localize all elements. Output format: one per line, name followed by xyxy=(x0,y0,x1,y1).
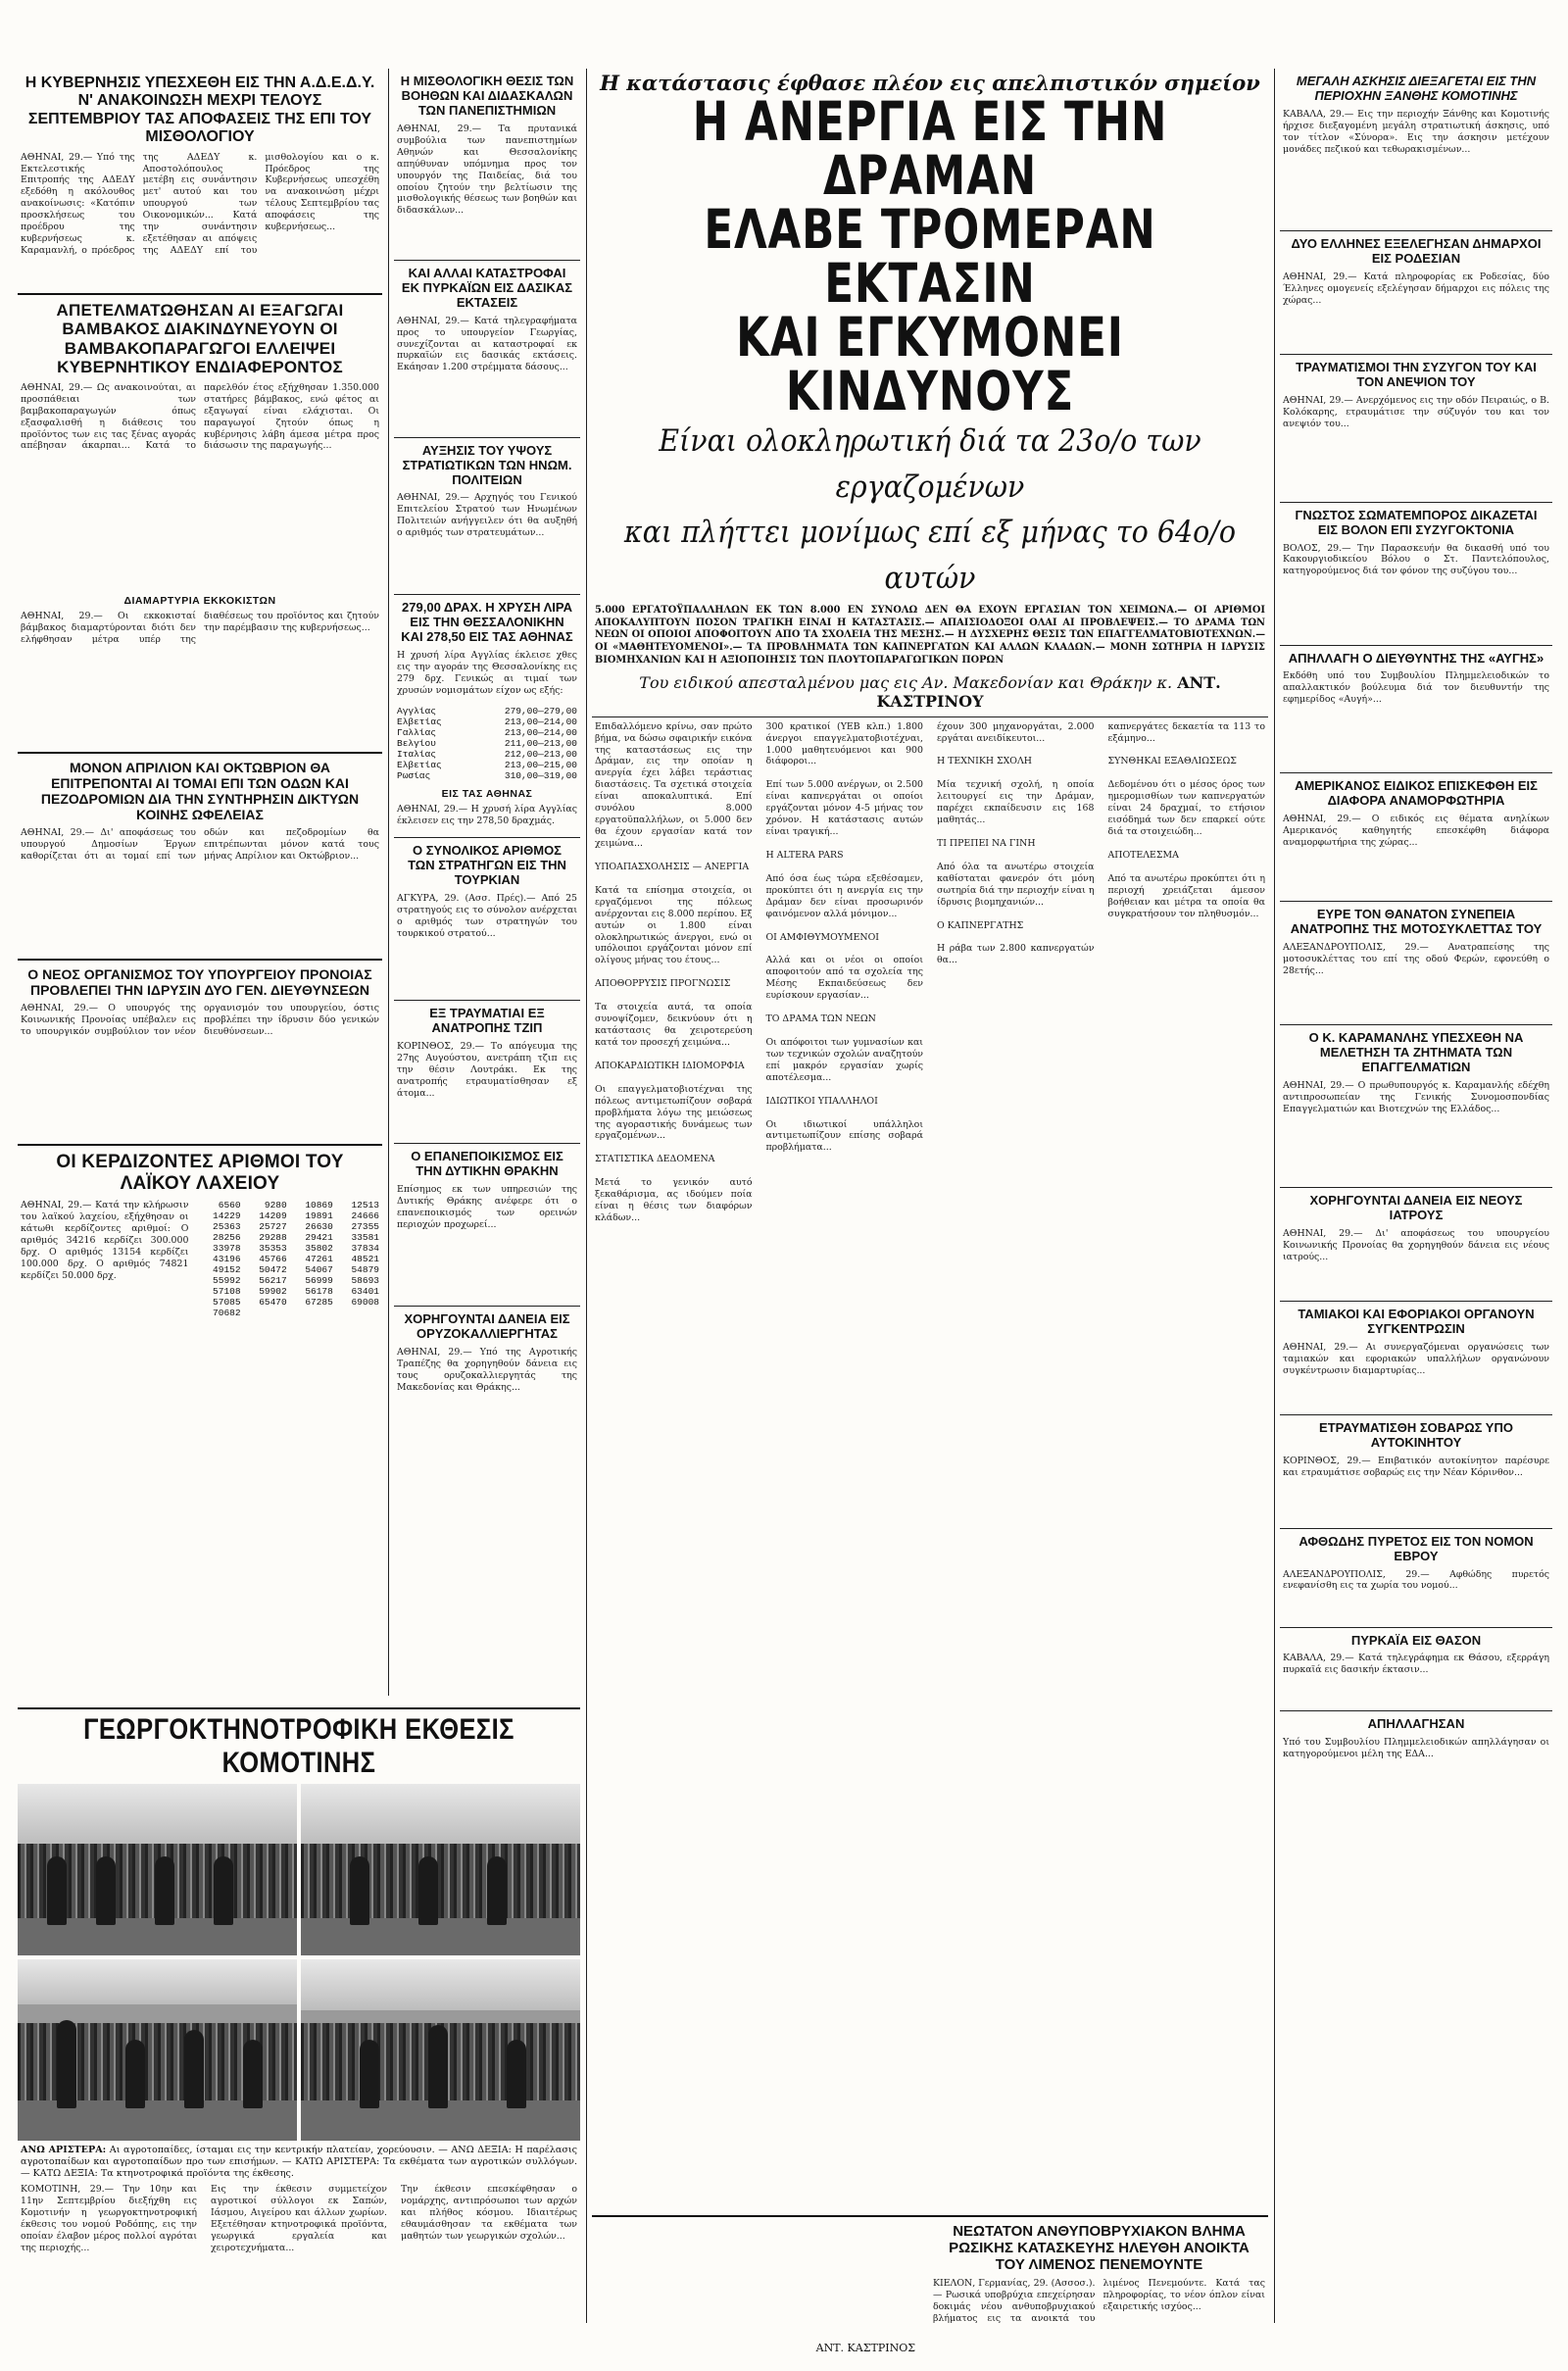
article-lottery: ΑΘΗΝΑΙ, 29.— Κατά την κλήρωσιν του λαϊκού λαχείου, εξήχθησαν οι κάτωθι κερδίζοντες αριθμοί: Ο αριθμός 34216 κερδίζει 300.000 δρχ. Ο αριθμός 13154 κερδίζει 100.000 δρχ. Ο αριθμός 74821 κερδίζει 50.000 δρχ. xyxy=(21,1200,192,1281)
byline-author: ΑΝΤ. ΚΑΣΤΡΙΝΟΥ xyxy=(876,672,1221,711)
column-5 xyxy=(1280,69,1552,1805)
lottery-number: 43196 xyxy=(213,1254,241,1264)
photo-article xyxy=(18,2184,580,2301)
photo-grid xyxy=(18,1784,580,2141)
caption-text: Αι αγροτοπαίδες, ίσταμαι εις την κεντρικήν πλατείαν, χορεύουσιν. — ΑΝΩ ΔΕΞΙΑ: Η παρέλασις αγροτοπαίδων και αγροτοπαίδων προ των επισήμων. — ΚΑΤΩ ΑΡΙΣΤΕΡΑ: Τα εκθέματα των αγροτικών συλλόγων. — ΚΑΤΩ ΔΕΞΙΑ: Τα κτηνοτροφικά προϊόντα της έκθεσης. xyxy=(21,2145,577,2179)
headline-thasos-fire: ΠΥΡΚΑΪΑ ΕΙΣ ΘΑΣΟΝ xyxy=(1350,1632,1482,1648)
article-welfare: ΑΘΗΝΑΙ, 29.— Ο υπουργός της Κοινωνικής Προνοίας υπέβαλεν εις το υπουργικόν συμβούλιον τον νέον οργανισμόν του υπουργείου, όστις προβλέπει την ίδρυσιν δύο γενικών διευθύνσεων... xyxy=(21,1003,382,1038)
photo-dancers xyxy=(18,1784,297,1955)
article-motorcycle: ΑΛΕΞΑΝΔΡΟΥΠΟΛΙΣ, 29.— Ανατραπείσης της μοτοσυκλέττας του επί της οδού Φερών, εφονεύθη ο 28ετής... xyxy=(1283,942,1552,977)
lottery-number: 56999 xyxy=(305,1275,333,1286)
photo-article-col-2: Εις την έκθεσιν συμμετείχον αγροτικοί σύλλογοι εκ Σαπών, Ιάσμου, Αιγείρου και άλλων χωρίων. Εξετέθησαν κτηνοτροφικά προϊόντα, γεωργικά εργαλεία και χειροτεχνήματα... xyxy=(211,2183,390,2253)
gold-price-row xyxy=(394,706,580,716)
lottery-number: 33978 xyxy=(213,1243,241,1254)
lottery-row xyxy=(197,1264,382,1275)
lottery-number: 12513 xyxy=(351,1200,379,1210)
gold-price-row xyxy=(394,738,580,749)
headline-turkey-generals: Ο ΣΥΝΟΛΙΚΟΣ ΑΡΙΘΜΟΣ ΤΩΝ ΣΤΡΑΤΗΓΩΝ ΕΙΣ ΤΗΝ ΤΟΥΡΚΙΑΝ xyxy=(408,843,566,888)
article-submarine: ΚΙΕΛΟΝ, Γερμανίας, 29. (Ασσοσ.).— Ρωσικά υποβρύχια επεχείρησαν δοκιμάς νέου ανθυποβρυχιακού βλήματος εις τα ανοικτά του λιμένος Πενεμούντε. Κατά τας πληροφορίας, το νέον όπλον είναι εξαιρετικής ισχύος... xyxy=(933,2278,1268,2325)
lottery-number: 70682 xyxy=(213,1308,241,1318)
lottery-number: 57085 xyxy=(213,1297,241,1308)
lottery-number: 63401 xyxy=(351,1286,379,1297)
article-foot-mouth: ΑΛΕΞΑΝΔΡΟΥΠΟΛΙΣ, 29.— Αφθώδης πυρετός ενεφανίσθη εις τα χωρία του νομού... xyxy=(1283,1568,1552,1592)
lottery-number: 6560 xyxy=(218,1200,241,1210)
lottery-block xyxy=(18,1200,382,1364)
feature-deck-1: Είναι ολοκληρωτική διά τα 23ο/ο των εργαζομένων xyxy=(659,423,1201,505)
lottery-number xyxy=(336,1308,382,1318)
lottery-row xyxy=(197,1286,382,1297)
subhead-athens: ΕΙΣ ΤΑΣ ΑΘΗΝΑΣ xyxy=(441,788,533,801)
lottery-number: 25727 xyxy=(259,1221,287,1232)
lottery-row xyxy=(197,1254,382,1264)
lottery-number xyxy=(290,1308,336,1318)
lottery-number: 25363 xyxy=(213,1221,241,1232)
photo-article-col-3: Την έκθεσιν επεσκέφθησαν ο νομάρχης, αντιπρόσωποι των αρχών και πλήθος κόσμου. Ιδιαιτέρως εθαυμάσθησαν τα εκθέματα των μαθητών των γεωργικών σχολών... xyxy=(401,2183,580,2242)
article-turkey-generals: ΑΓΚΥΡΑ, 29. (Ασσ. Πρές).— Από 25 στρατηγούς εις το σύνολον ανέρχεται ο αριθμός των στρατηγών του τουρκικού στρατού... xyxy=(397,893,580,939)
article-doctors: ΑΘΗΝΑΙ, 29.— Δι' αποφάσεως του υπουργείου Κοινωνικής Προνοίας θα χορηγηθούν δάνεια εις νέους ιατρούς... xyxy=(1283,1227,1552,1262)
gold-price-row xyxy=(394,749,580,760)
lottery-row xyxy=(197,1308,382,1318)
lottery-number: 26630 xyxy=(305,1221,333,1232)
gold-coin-name: Ιταλίας xyxy=(397,749,436,761)
headline-cotton: ΑΠΕΤΕΛΜΑΤΩΘΗΣΑΝ ΑΙ ΕΞΑΓΩΓΑΙ ΒΑΜΒΑΚΟΣ ΔΙΑΚΙΝΔΥΝΕΥΟΥΝ ΟΙ ΒΑΜΒΑΚΟΠΑΡΑΓΩΓΟΙ ΕΛΛΕΙΨΕΙ ΚΥΒΕΡΝΗΤΙΚΟΥ ΕΝΔΙΑΦΕΡΟΝΤΟΣ xyxy=(56,300,344,377)
submarine-article xyxy=(930,2223,1268,2371)
photo-crowd xyxy=(301,1959,580,2141)
article-adedy: ΑΘΗΝΑΙ, 29.— Υπό της Εκτελεστικής Επιτροπής της ΑΔΕΔΥ εξεδόθη η ακόλουθος ανακοίνωσις: «Κατόπιν προσκλήσεως του προέδρου της κυβερνήσεως κ. Καραμανλή, ο πρόεδρος της ΑΔΕΔΥ κ. Αποστολόπουλος μετέβη εις συνάντησιν μετ' αυτού και του υπουργού των Οικονομικών... Κατά την συνάντησιν εξετέθησαν αι απόψεις της ΑΔΕΔΥ επί του μισθολογίου και ο κ. Πρόεδρος της Κυβερνήσεως υπεσχέθη να ανακοινώση μέχρι τέλους Σεπτεμβρίου τας αποφάσεις της κυβερνήσεως... xyxy=(21,151,382,257)
lottery-number: 14209 xyxy=(259,1210,287,1221)
lottery-number: 14229 xyxy=(213,1210,241,1221)
lottery-number: 69008 xyxy=(351,1297,379,1308)
gold-coin-price: 211,00—213,00 xyxy=(504,738,577,750)
article-university: ΑΘΗΝΑΙ, 29.— Τα πρυτανικά συμβούλια των πανεπιστημίων Αθηνών και Θεσσαλονίκης απηύθυναν υπόμνημα προς τον υπουργόν της Παιδείας, διά του οποίου ζητούν την βελτίωσιν της μισθολογικής θέσεως των βοηθών και διδασκάλων... xyxy=(397,123,580,217)
feature-byline xyxy=(592,673,1268,711)
lottery-number: 47261 xyxy=(305,1254,333,1264)
headline-submarine: ΝΕΩΤΑΤΟΝ ΑΝΘΥΠΟΒΡΥΧΙΑΚΟΝ ΒΛΗΜΑ ΡΩΣΙΚΗΣ ΚΑΤΑΣΚΕΥΗΣ ΗΛΕΥΘΗ ΑΝΟΙΚΤΑ ΤΟΥ ΛΙΜΕΝΟΣ ΠΕΝΕΜΟΥΝΤΕ xyxy=(949,2222,1250,2274)
article-car-accident: ΚΟΡΙΝΘΟΣ, 29.— Επιβατικόν αυτοκίνητον παρέσυρε και ετραυμάτισε σοβαρώς εις την Νέαν Κόρινθον... xyxy=(1283,1455,1552,1478)
gold-price-row xyxy=(394,770,580,781)
article-fires: ΑΘΗΝΑΙ, 29.— Κατά τηλεγραφήματα προς το υπουργείον Γεωργίας, συνεχίζονται αι καταστροφαί εκ πυρκαϊών εις δασικάς εκτάσεις. Εκάησαν 1.200 στρέμματα δάσους... xyxy=(397,315,580,373)
feature-banner-line-1: Η ΑΝΕΡΓΙΑ ΕΙΣ ΤΗΝ ΔΡΑΜΑΝ xyxy=(692,90,1168,207)
lottery-number: 56178 xyxy=(305,1286,333,1297)
article-athens-gold: ΑΘΗΝΑΙ, 29.— Η χρυσή λίρα Αγγλίας έκλεισεν εις την 278,50 δραχμάς. xyxy=(397,804,580,827)
feature-banner-line-3: ΚΑΙ ΕΓΚΥΜΟΝΕΙ ΚΙΝΔΥΝΟΥΣ xyxy=(736,306,1124,422)
gold-coin-price: 310,00—319,00 xyxy=(504,770,577,782)
gold-price-row xyxy=(394,716,580,727)
headline-karamanlis: Ο Κ. ΚΑΡΑΜΑΝΛΗΣ ΥΠΕΣΧΕΘΗ ΝΑ ΜΕΛΕΤΗΣΗ ΤΑ ΖΗΤΗΜΑΤΑ ΤΩΝ ΕΠΑΓΓΕΛΜΑΤΙΩΝ xyxy=(1308,1030,1524,1075)
lottery-number: 29421 xyxy=(305,1232,333,1243)
feature-column-4: καπνεργάτες δεκαετία τα 113 το εξάμηνο... ΣΥΝΘΗΚΑΙ ΕΞΑΘΛΙΩΣΕΩΣ Δεδομένου ότι ο μέσος όρος των ημερομισθίων των καπνεργατών είναι 24 δραχμαί, το ετήσιον εισόδημά των δεν επαρκεί ούτε διά τα στοιχειώδη... ΑΠΟΤΕΛΕΣΜΑ Από τα ανωτέρω προκύπτει ότι η περιοχή χρειάζεται άμεσον βοήθειαν και μέτρα τα οποία θα συγκρατήσουν τον πληθυσμόν... xyxy=(1107,720,1265,919)
article-rice-loans: ΑΘΗΝΑΙ, 29.— Υπό της Αγροτικής Τραπέζης θα χορηγηθούν δάνεια εις τους ορυζοκαλλιεργητάς της Μακεδονίας και Θράκης... xyxy=(397,1346,580,1393)
column-1 xyxy=(18,69,382,1364)
feature-column-3: έχουν 300 μηχανοργάται, 2.000 εργάται ανειδίκευτοι... Η ΤΕΧΝΙΚΗ ΣΧΟΛΗ Μία τεχνική σχολή, η οποία λειτουργεί εις την Δράμαν, παρέχει εκπαίδευσιν εις 168 μαθητάς... ΤΙ ΠΡΕΠΕΙ ΝΑ ΓΙΝΗ Από όλα τα ανωτέρω στοιχεία καθίσταται φανερόν ότι μόνη σωτηρία διά την περιοχήν είναι η ίδρυσις βιομηχανιών... Ο ΚΑΠΝΕΡΓΑΤΗΣ Η ράβα των 2.800 καπνεργατών θα... xyxy=(937,720,1095,966)
article-us-troops: ΑΘΗΝΑΙ, 29.— Αρχηγός του Γενικού Επιτελείου Στρατού των Ηνωμένων Πολιτειών ανήγγειλεν ότι θα αυξηθή ο αριθμός των στρατευμάτων... xyxy=(397,492,580,539)
photo-parade xyxy=(301,1784,580,1955)
lottery-number: 33581 xyxy=(351,1232,379,1243)
headline-american-expert: ΑΜΕΡΙΚΑΝΟΣ ΕΙΔΙΚΟΣ ΕΠΙΣΚΕΦΘΗ ΕΙΣ ΔΙΑΦΟΡΑ ΑΝΑΜΟΡΦΩΤΗΡΙΑ xyxy=(1295,778,1538,809)
lottery-number: 50472 xyxy=(259,1264,287,1275)
photo-article-col-1: ΚΟΜΟΤΙΝΗ, 29.— Την 10ην και 11ην Σεπτεμβρίου διεξήχθη εις Κομοτινήν η γεωργοκτηνοτροφική έκθεσις του νομού Ροδόπης, εις την οποίαν έλαβον μέρος πολλοί αγρόται της περιοχής... xyxy=(21,2183,200,2253)
gold-coin-name: Ελβετίας xyxy=(397,760,442,771)
lottery-number: 57108 xyxy=(213,1286,241,1297)
headline-gold: 279,00 ΔΡΑΧ. Η ΧΡΥΣΗ ΛΙΡΑ ΕΙΣ ΤΗΝ ΘΕΣΣΑΛΟΝΙΚΗΝ ΚΑΙ 278,50 ΕΙΣ ΤΑΣ ΑΘΗΝΑΣ xyxy=(401,600,573,645)
headline-foot-mouth: ΑΦΘΩΔΗΣ ΠΥΡΕΤΟΣ ΕΙΣ ΤΟΝ ΝΟΜΟΝ ΕΒΡΟΥ xyxy=(1298,1533,1534,1563)
gold-coin-price: 213,00—215,00 xyxy=(504,760,577,771)
lottery-row xyxy=(197,1210,382,1221)
feature-lead: 5.000 ΕΡΓΑΤΟΫΠΑΛΛΗΛΩΝ ΕΚ ΤΩΝ 8.000 ΕΝ ΣΥΝΟΛΩ ΔΕΝ ΘΑ ΕΧΟΥΝ ΕΡΓΑΣΙΑΝ ΤΟΝ ΧΕΙΜΩΝΑ.— ΟΙ ΑΡΙΘΜΟΙ ΑΠΟΚΑΛΥΠΤΟΥΝ ΠΟΣΟΝ ΤΡΑΓΙΚΗ ΕΙΝΑΙ Η ΚΑΤΑΣΤΑΣΙΣ.— ΑΠΑΙΣΙΟΔΟΞΟΙ ΟΛΑΙ ΑΙ ΠΡΟΒΛΕΨΕΙΣ.— ΤΟ ΔΡΑΜΑ ΤΩΝ ΝΕΩΝ ΟΙ ΟΠΟΙΟΙ ΑΠΟΦΟΙΤΟΥΝ ΑΠΟ ΤΑ ΣΧΟΛΕΙΑ ΤΗΣ ΜΕΣΗΣ.— Η ΔΥΣΧΕΡΗΣ ΘΕΣΙΣ ΤΩΝ ΕΠΑΓΓΕΛΜΑΤΟΒΙΟΤΕΧΝΩΝ.— ΟΙ «ΜΑΘΗΤΕΥΟΜΕΝΟΙ».— ΤΑ ΠΡΟΒΛΗΜΑΤΑ ΤΩΝ ΚΑΠΝΕΡΓΑΤΩΝ ΚΑΙ ΑΛΛΩΝ ΚΛΑΔΩΝ.— ΜΟΝΗ ΣΩΤΗΡΙΑ Η ΙΔΡΥΣΙΣ ΒΙΟΜΗΧΑΝΙΩΝ ΚΑΙ Η ΑΞΙΟΠΟΙΗΣΙΣ ΤΩΝ ΠΛΟΥΤΟΠΑΡΑΓΩΓΙΚΩΝ ΠΟΡΩΝ xyxy=(595,605,1265,666)
article-exercise: ΚΑΒΑΛΑ, 29.— Εις την περιοχήν Ξάνθης και Κομοτινής ήρχισε διεξαγομένη μεγάλη στρατιωτική άσκησις, υπό τον τίτλον «Σύνορα». Εις την άσκησιν μετέχουν μονάδες πεζικού και τεθωρακισμένων... xyxy=(1283,108,1552,155)
lottery-number: 10869 xyxy=(305,1200,333,1210)
lottery-number: 24666 xyxy=(351,1210,379,1221)
headline-thrace: Ο ΕΠΑΝΕΠΟΙΚΙΣΜΟΣ ΕΙΣ ΤΗΝ ΔΥΤΙΚΗΝ ΘΡΑΚΗΝ xyxy=(411,1148,564,1178)
feature-columns xyxy=(592,721,1268,2211)
headline-car-accident: ΕΤΡΑΥΜΑΤΙΣΘΗ ΣΟΒΑΡΩΣ ΥΠΟ ΑΥΤΟΚΙΝΗΤΟΥ xyxy=(1319,1419,1513,1450)
gold-coin-name: Βελγίου xyxy=(397,738,436,750)
lottery-row xyxy=(197,1200,382,1210)
lottery-number: 65470 xyxy=(259,1297,287,1308)
headline-lottery: ΟΙ ΚΕΡΔΙΖΟΝΤΕΣ ΑΡΙΘΜΟΙ ΤΟΥ ΛΑΪΚΟΥ ΛΑΧΕΙΟΥ xyxy=(56,1152,344,1195)
article-cotton: ΑΘΗΝΑΙ, 29.— Ως ανακοινούται, αι προσπάθειαι των βαμβακοπαραγωγών όπως εξασφαλισθή η διάθεσις του προϊόντος των εις τας ξένας αγοράς απέβησαν άκαρπαι... Κατά το παρελθόν έτος εξήχθησαν 1.350.000 στατήρες βάμβακος, ενώ φέτος αι εξαγωγαί είναι ελάχισται. Οι παραγωγοί ζητούν όπως η κυβέρνησις λάβη άμεσα μέτρα προς διάσωσιν της παραγωγής... xyxy=(21,381,382,452)
lottery-number: 48521 xyxy=(351,1254,379,1264)
gold-coin-name: Ελβετίας xyxy=(397,716,442,728)
gold-coin-price: 213,00—214,00 xyxy=(504,716,577,728)
subhead-ginners: ΔΙΑΜΑΡΤΥΡΙΑ ΕΚΚΟΚΙΣΤΩΝ xyxy=(123,594,276,607)
lottery-number: 19891 xyxy=(305,1210,333,1221)
headline-rice-loans: ΧΟΡΗΓΟΥΝΤΑΙ ΔΑΝΕΙΑ ΕΙΣ ΟΡΥΖΟΚΑΛΛΙΕΡΓΗΤΑΣ xyxy=(404,1310,570,1341)
headline-roadworks: ΜΟΝΟΝ ΑΠΡΙΛΙΟΝ ΚΑΙ ΟΚΤΩΒΡΙΟΝ ΘΑ ΕΠΙΤΡΕΠΟΝΤΑΙ ΑΙ ΤΟΜΑΙ ΕΠΙ ΤΩΝ ΟΔΩΝ ΚΑΙ ΠΕΖΟΔΡΟΜΙΩΝ ΔΙΑ ΤΗΝ ΣΥΝΤΗΡΗΣΙΝ ΔΙΚΤΥΩΝ ΚΟΙΝΗΣ ΩΦΕΛΕΙΑΣ xyxy=(40,759,360,823)
article-karamanlis: ΑΘΗΝΑΙ, 29.— Ο πρωθυπουργός κ. Καραμανλής εδέχθη αντιπροσωπείαν της Γενικής Συνομοσπονδίας Επαγγελματιών και Βιοτεχνών της Ελλάδος... xyxy=(1283,1080,1552,1114)
lottery-row xyxy=(197,1221,382,1232)
headline-welfare: Ο ΝΕΟΣ ΟΡΓΑΝΙΣΜΟΣ ΤΟΥ ΥΠΟΥΡΓΕΙΟΥ ΠΡΟΝΟΙΑΣ ΠΡΟΒΛΕΠΕΙ ΤΗΝ ΙΔΡΥΣΙΝ ΔΥΟ ΓΕΝ. ΔΙΕΥΘΥΝΣΕΩΝ xyxy=(27,966,372,999)
article-volos-trial: ΒΟΛΟΣ, 29.— Την Παρασκευήν θα δικασθή υπό του Κακουργιοδικείου Βόλου ο Στ. Παντελόπουλος, κατηγορούμενος διά τον φόνον της συζύγου του... xyxy=(1283,542,1552,577)
lottery-number: 54879 xyxy=(351,1264,379,1275)
byline-text: Του ειδικού απεσταλμένου μας εις Αν. Μακεδονίαν και Θράκην κ. xyxy=(639,672,1173,692)
column-2 xyxy=(394,69,580,1440)
article-thasos-fire: ΚΑΒΑΛΑ, 29.— Κατά τηλεγράφημα εκ Θάσου, εξερράγη πυρκαϊά εις δασικήν έκτασιν... xyxy=(1283,1653,1552,1676)
gold-coin-name: Αγγλίας xyxy=(397,706,436,717)
lottery-number: 29288 xyxy=(259,1232,287,1243)
lottery-row xyxy=(197,1297,382,1308)
article-avgi: Εκδόθη υπό του Συμβουλίου Πλημμελειοδικών το απαλλακτικόν βούλευμα διά τον διευθυντήν της εφημερίδος «Αυγή»... xyxy=(1283,670,1552,706)
feature-kicker: Η κατάστασις έφθασε πλέον εις απελπιστικόν σημείον xyxy=(600,71,1260,95)
lottery-row xyxy=(197,1232,382,1243)
article-gold: Η χρυσή λίρα Αγγλίας έκλεισε χθες εις την αγοράν της Θεσσαλονίκης εις 279 δρχ. Γενικώς αι τιμαί των χρυσών νομισμάτων είχον ως εξής: xyxy=(397,650,580,697)
article-acquitted: Υπό του Συμβουλίου Πλημμελειοδικών απηλλάγησαν οι κατηγορούμενοι μέλη της ΕΔΑ... xyxy=(1283,1737,1552,1760)
lottery-row xyxy=(197,1243,382,1254)
lottery-number: 9280 xyxy=(264,1200,287,1210)
gold-price-table xyxy=(394,706,580,781)
lottery-number: 54067 xyxy=(305,1264,333,1275)
headline-university: Η ΜΙΣΘΟΛΟΓΙΚΗ ΘΕΣΙΣ ΤΩΝ ΒΟΗΘΩΝ ΚΑΙ ΔΙΔΑΣΚΑΛΩΝ ΤΩΝ ΠΑΝΕΠΙΣΤΗΜΙΩΝ xyxy=(400,74,574,118)
feature-column-2: 300 κρατικοί (ΥΕΒ κλπ.) 1.800 άνεργοι επαγγελματοβιοτέχναι, 1.000 μαθητευόμενοι και 900 διάφοροι... Επί των 5.000 ανέργων, οι 2.500 είναι καπνεργάται οι οποίοι εργάζονται μόνον 4-5 μήνας τον χρόνον. Η κατάστασις αυτών είναι τραγική... Η ΑLTERA PARS Από όσα έως τώρα εξεθέσαμεν, προκύπτει ότι η ανεργία εις την Δράμαν δεν είναι προσωρινόν φαινόμενον αλλά μόνιμον... ΟΙ ΑΜΦΙΘΥΜΟΥΜΕΝΟΙ Αλλά και οι νέοι οι οποίοι αποφοιτούν από τα σχολεία της Μέσης Εκπαιδεύσεως δεν ευρίσκουν εργασίαν... ΤΟ ΔΡΑΜΑ ΤΩΝ ΝΕΩΝ Οι απόφοιτοι των γυμνασίων και των τεχνικών σχολών αναζητούν επί μακρόν εργασίαν χωρίς αποτέλεσμα... ΙΔΙΩΤΙΚΟΙ ΥΠΑΛΛΗΛΟΙ Οι ιδιωτικοί υπάλληλοι αντιμετωπίζουν επίσης σοβαρά προβλήματα... xyxy=(765,720,923,1154)
gold-coin-name: Γαλλίας xyxy=(397,727,436,739)
headline-jeep: ΕΞ ΤΡΑΥΜΑΤΙΑΙ ΕΞ ΑΝΑΤΡΟΠΗΣ ΤΖΙΠ xyxy=(429,1006,545,1035)
lottery-row xyxy=(197,1275,382,1286)
gold-coin-price: 213,00—214,00 xyxy=(504,727,577,739)
lottery-number: 35802 xyxy=(305,1243,333,1254)
article-american-expert: ΑΘΗΝΑΙ, 29.— Ο ειδικός εις θέματα ανηλίκων Αμερικανός καθηγητής επεσκέφθη διάφορα αναμορφωτήρια της χώρας... xyxy=(1283,814,1552,849)
lottery-numbers-table xyxy=(197,1200,382,1318)
lottery-table-wrap xyxy=(197,1200,382,1364)
headline-doctors: ΧΟΡΗΓΟΥΝΤΑΙ ΔΑΝΕΙΑ ΕΙΣ ΝΕΟΥΣ ΙΑΤΡΟΥΣ xyxy=(1309,1193,1523,1222)
article-tax-officers: ΑΘΗΝΑΙ, 29.— Αι συνεργαζόμεναι οργανώσεις των ταμιακών και εφοριακών υπαλλήλων οργανώνουν συγκέντρωσιν διαμαρτυρίας... xyxy=(1283,1341,1552,1376)
lottery-number: 59902 xyxy=(259,1286,287,1297)
feature-signature: ΑΝΤ. ΚΑΣΤΡΙΝΟΣ xyxy=(815,2342,915,2355)
lottery-number xyxy=(244,1308,290,1318)
feature-deck-2: και πλήττει μονίμως επί εξ μήνας το 64ο/ο αυτών xyxy=(623,515,1237,596)
article-ginners: ΑΘΗΝΑΙ, 29.— Οι εκκοκισταί βάμβακος διαμαρτύρονται διότι δεν ελήφθησαν μέτρα υπέρ της διαθέσεως του προϊόντος και ζητούν την παρέμβασιν της κυβερνήσεως... xyxy=(21,610,382,645)
photo-feature-title: ΓΕΩΡΓΟΚΤΗΝΟΤΡΟΦΙΚΗ ΕΚΘΕΣΙΣ ΚΟΜΟΤΙΝΗΣ xyxy=(83,1713,514,1779)
lottery-number: 56217 xyxy=(259,1275,287,1286)
photo-feature xyxy=(18,1704,580,2301)
headline-adedy: Η ΚΥΒΕΡΝΗΣΙΣ ΥΠΕΣΧΕΘΗ ΕΙΣ ΤΗΝ Α.Δ.Ε.Δ.Υ. Ν' ΑΝΑΚΟΙΝΩΣΗ ΜΕΧΡΙ ΤΕΛΟΥΣ ΣΕΠΤΕΜΒΡΙΟΥ ΤΑΣ ΑΠΟΦΑΣΕΙΣ ΤΗΣ ΕΠΙ ΤΟΥ ΜΙΣΘΟΛΟΓΙΟΥ xyxy=(24,74,375,146)
gold-coin-price: 212,00—213,00 xyxy=(504,749,577,761)
headline-us-troops: ΑΥΞΗΣΙΣ ΤΟΥ ΥΨΟΥΣ ΣΤΡΑΤΙΩΤΙΚΩΝ ΤΩΝ ΗΝΩΜ. ΠΟΛΙΤΕΙΩΝ xyxy=(402,442,572,487)
article-thrace: Επίσημος εκ των υπηρεσιών της Δυτικής Θράκης ανέφερε ότι ο επανεποικισμός των ορεινών περιοχών προχωρεί... xyxy=(397,1183,580,1230)
headline-volos-trial: ΓΝΩΣΤΟΣ ΣΩΜΑΤΕΜΠΟΡΟΣ ΔΙΚΑΖΕΤΑΙ ΕΙΣ ΒΟΛΟΝ ΕΠΙ ΣΥΖΥΓΟΚΤΟΝΙΑ xyxy=(1295,507,1538,537)
headline-tax-officers: ΤΑΜΙΑΚΟΙ ΚΑΙ ΕΦΟΡΙΑΚΟΙ ΟΡΓΑΝΟΥΝ ΣΥΓΚΕΝΤΡΩΣΙΝ xyxy=(1298,1306,1535,1336)
headline-acquitted: ΑΠΗΛΛΑΓΗΣΑΝ xyxy=(1367,1716,1465,1732)
article-wounded-wife: ΑΘΗΝΑΙ, 29.— Ανερχόμενος εις την οδόν Πειραιώς, ο Β. Κολόκαρης, ετραυμάτισε την σύζυγόν του και τον ανεψιόν του... xyxy=(1283,394,1552,429)
article-roadworks: ΑΘΗΝΑΙ, 29.— Δι' αποφάσεως του υπουργού Δημοσίων Έργων καθορίζεται ότι αι τομαί επί των οδών και πεζοδρομίων θα επιτρέπωνται μόνον κατά τους μήνας Απρίλιον και Οκτώβριον... xyxy=(21,827,382,862)
lottery-number: 67285 xyxy=(305,1297,333,1308)
photo-exhibits xyxy=(18,1959,297,2141)
gold-price-row xyxy=(394,760,580,770)
article-rhodesia: ΑΘΗΝΑΙ, 29.— Κατά πληροφορίας εκ Ροδεσίας, δύο Έλληνες ομογενείς εξελέγησαν δήμαρχοι εις πόλεις της χώρας... xyxy=(1283,271,1552,306)
feature-column-1: Επιδαλλόμενο κρίνω, σαν πρώτο βήμα, να δώσω σφαιρικήν εικόνα της καταστάσεως εις την Δράμαν, εις την οποίαν η ανεργία έχει λάβει τεράστιας διαστάσεις. Τα σχετικά στοιχεία είναι αποκαλυπτικά. Επί συνόλου 8.000 εργατοϋπαλλήλων, οι 5.000 δεν θα έχουν εργασίαν κατά τον χειμώνα... ΥΠΟΑΠΑΣΧΟΛΗΣΙΣ — ΑΝΕΡΓΙΑ Κατά τα επίσημα στοιχεία, οι εργαζόμενοι της πόλεως ανέρχονται εις 8.000 περίπου. Εξ αυτών οι 1.800 είναι ολοκληρωτικώς άνεργοι, ενώ οι υπόλοιποι εργάζονται μόνον επί ολίγους μήνας του έτους... ΑΠΟΘΟΡΡΥΣΙΣ ΠΡΟΓΝΩΣΙΣ Τα στοιχεία αυτά, τα οποία συνοψίζομεν, δεικνύουν ότι η κατάστασις θα χειροτερεύση κατά τον προσεχή χειμώνα... ΑΠΟΚΑΡΔΙΩΤΙΚΗ ΙΔΙΟΜΟΡΦΙΑ Οι επαγγελματοβιοτέχναι της πόλεως αντιμετωπίζουν σοβαρά προβλήματα λόγω της μειώσεως της αγοραστικής δυνάμεως των εργαζομένων... ΣΤΑΤΙΣΤΙΚΑ ΔΕΔΟΜΕΝΑ Μετά το γενικόν αυτό ξεκαθάρισμα, ας ιδούμεν ποία είναι η θέσις των διαφόρων κλάδων... xyxy=(595,720,753,1224)
lottery-number: 37834 xyxy=(351,1243,379,1254)
lottery-number: 45766 xyxy=(259,1254,287,1264)
lottery-number: 58693 xyxy=(351,1275,379,1286)
gold-price-row xyxy=(394,727,580,738)
headline-wounded-wife: ΤΡΑΥΜΑΤΙΣΜΟΙ ΤΗΝ ΣΥΖΥΓΟΝ ΤΟΥ ΚΑΙ ΤΟΝ ΑΝΕΨΙΟΝ ΤΟΥ xyxy=(1296,359,1537,389)
lottery-number: 49152 xyxy=(213,1264,241,1275)
headline-fires: ΚΑΙ ΑΛΛΑΙ ΚΑΤΑΣΤΡΟΦΑΙ ΕΚ ΠΥΡΚΑΪΩΝ ΕΙΣ ΔΑΣΙΚΑΣ ΕΚΤΑΣΕΙΣ xyxy=(401,265,573,310)
photo-caption xyxy=(18,2141,580,2184)
article-jeep: ΚΟΡΙΝΘΟΣ, 29.— Το απόγευμα της 27ης Αυγούστου, ανετράπη τζιπ εις την θέσιν Λουτράκι. Εκ της ανατροπής ετραυματίσθησαν εξ άτομα... xyxy=(397,1040,580,1099)
caption-lead: ΑΝΩ ΑΡΙΣΤΕΡΑ: xyxy=(21,2145,107,2155)
lottery-number: 55992 xyxy=(213,1275,241,1286)
lottery-number: 27355 xyxy=(351,1221,379,1232)
headline-motorcycle: ΕΥΡΕ ΤΟΝ ΘΑΝΑΤΟΝ ΣΥΝΕΠΕΙΑ ΑΝΑΤΡΟΠΗΣ ΤΗΣ ΜΟΤΟΣΥΚΛΕΤΤΑΣ ΤΟΥ xyxy=(1290,907,1543,937)
feature-article xyxy=(592,65,1268,2354)
lottery-number: 35353 xyxy=(259,1243,287,1254)
feature-banner-line-2: ΕΛΑΒΕ ΤΡΟΜΕΡΑΝ ΕΚΤΑΣΙΝ xyxy=(704,198,1156,315)
gold-coin-price: 279,00—279,00 xyxy=(504,706,577,717)
gold-coin-name: Ρωσίας xyxy=(397,770,431,782)
headline-rhodesia: ΔΥΟ ΕΛΛΗΝΕΣ ΕΞΕΛΕΓΗΣΑΝ ΔΗΜΑΡΧΟΙ ΕΙΣ ΡΟΔΕΣΙΑΝ xyxy=(1291,235,1542,266)
lottery-number: 28256 xyxy=(213,1232,241,1243)
headline-exercise: ΜΕΓΑΛΗ ΑΣΚΗΣΙΣ ΔΙΕΞΑΓΕΤΑΙ ΕΙΣ ΤΗΝ ΠΕΡΙΟΧΗΝ ΞΑΝΘΗΣ ΚΟΜΟΤΙΝΗΣ xyxy=(1296,74,1537,103)
headline-avgi: ΑΠΗΛΛΑΓΗ Ο ΔΙΕΥΘΥΝΤΗΣ ΤΗΣ «ΑΥΓΗΣ» xyxy=(1288,650,1544,666)
